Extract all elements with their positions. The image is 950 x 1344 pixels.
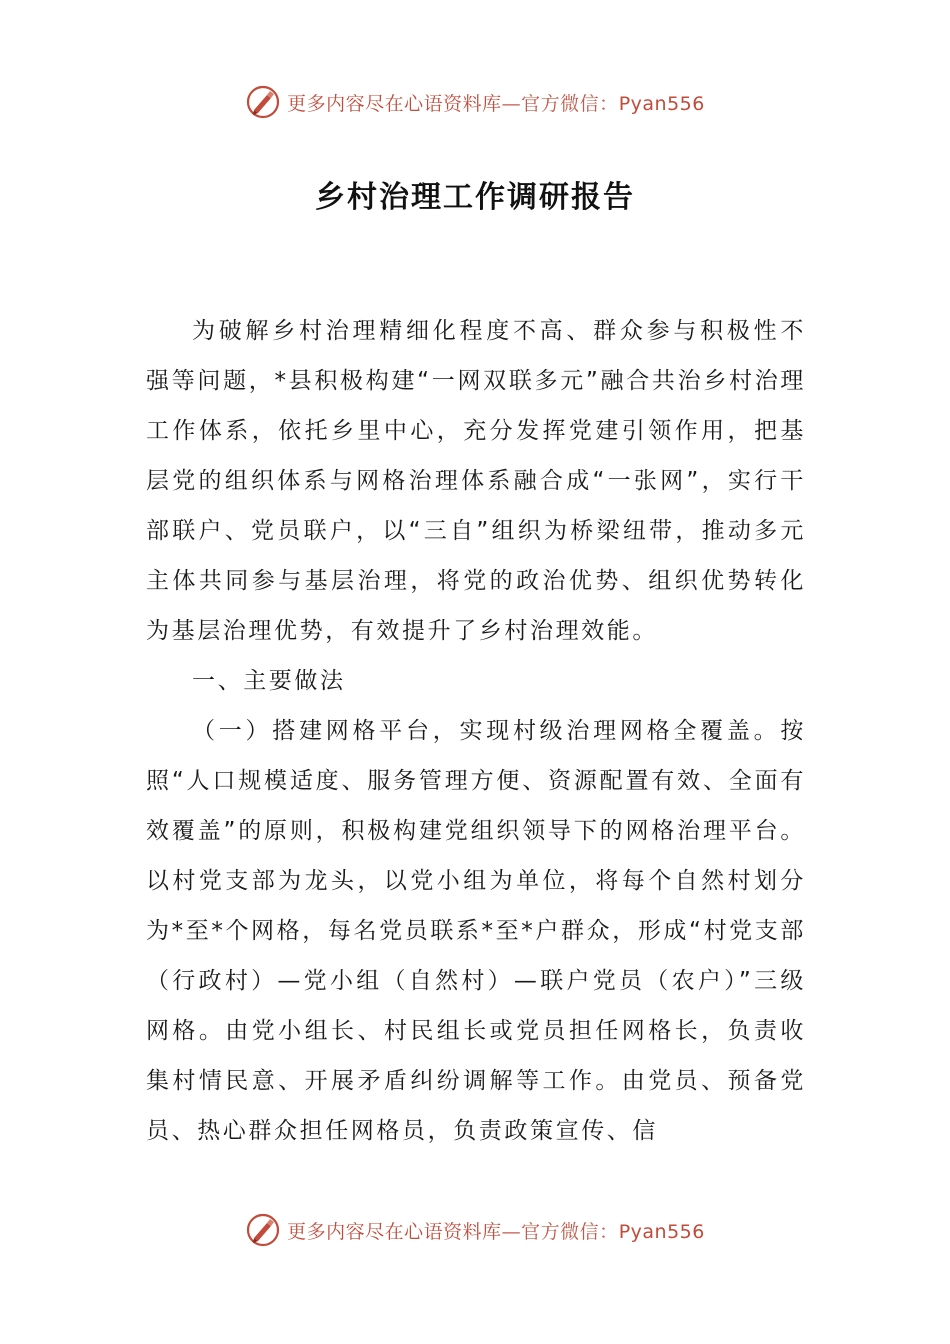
footer-banner-main: 更多内容尽在心语资料库 (287, 1220, 502, 1243)
footer-banner (0, 1210, 950, 1250)
header-banner-mid: —官方微信： (501, 92, 619, 115)
paragraph-section-1: （一）搭建网格平台，实现村级治理网格全覆盖。按照“人口规模适度、服务管理方便、资源配置有效、全面有效覆盖”的原则，积极构建党组织领导下的网格治理平台。以村党支部为龙头，以党小组为单位，将每个自然村划分为*至*个网格，每名党员联系*至*户群众，形成“村党支部（行政村）—党小组（自然村）—联户党员（农户）”三级网格。由党小组长、村民组长或党员担任网格长，负责收集村情民意、开展矛盾纠纷调解等工作。由党员、预备党员、热心群众担任网格员，负责政策宣传、信 (146, 718, 806, 1144)
footer-banner-id: Pyan556 (618, 1220, 705, 1243)
header-banner-text (287, 89, 705, 116)
pen-circle-logo-icon (245, 84, 281, 120)
paragraph-intro: 为破解乡村治理精细化程度不高、群众参与积极性不强等问题，*县积极构建“一网双联多元”融合共治乡村治理工作体系，依托乡里中心，充分发挥党建引领作用，把基层党的组织体系与网格治理体系融合成“一张网”，实行干部联户、党员联户，以“三自”组织为桥梁纽带，推动多元主体共同参与基层治理，将党的政治优势、组织优势转化为基层治理优势，有效提升了乡村治理效能。 (146, 318, 806, 644)
pen-circle-logo-icon (245, 1212, 281, 1248)
header-banner-id: Pyan556 (618, 92, 705, 115)
document-body (146, 306, 806, 1156)
header-banner (0, 82, 950, 122)
document-title: 乡村治理工作调研报告 (315, 180, 635, 215)
footer-banner-mid: —官方微信： (501, 1220, 619, 1243)
section-heading: 一、主要做法 (192, 668, 346, 694)
footer-banner-text (287, 1217, 705, 1244)
header-banner-main: 更多内容尽在心语资料库 (287, 92, 502, 115)
